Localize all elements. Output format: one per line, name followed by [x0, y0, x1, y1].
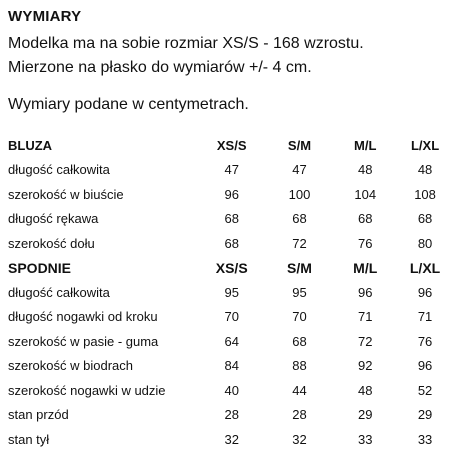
table-row	[8, 231, 453, 256]
table-row	[8, 207, 453, 232]
size-table-body	[8, 133, 453, 452]
measurement-value: 76	[357, 235, 373, 251]
measurement-value: 96	[417, 284, 433, 300]
measurement-label: szerokość w pasie - guma	[8, 333, 159, 349]
table-row	[8, 427, 453, 452]
measurement-value: 92	[357, 358, 373, 374]
measurement-value: 28	[224, 407, 239, 423]
measurement-value: 48	[357, 382, 373, 398]
measurement-value: 64	[224, 333, 239, 349]
measurement-value: 108	[414, 186, 436, 202]
measurement-label: stan przód	[8, 407, 69, 423]
size-column-header: M/L	[353, 259, 378, 276]
measurement-value: 29	[417, 407, 433, 423]
measurement-value: 48	[357, 162, 373, 178]
measurement-label: długość całkowita	[8, 284, 110, 300]
spodnie-section-title: SPODNIE	[8, 259, 72, 276]
measurement-label: szerokość nogawki w udzie	[8, 382, 166, 398]
measurement-value: 72	[357, 333, 373, 349]
measurement-value: 95	[292, 284, 307, 300]
size-column-header: L/XL	[409, 259, 441, 276]
table-row	[8, 158, 453, 183]
intro-units-note: Wymiary podane w centymetrach.	[8, 96, 249, 113]
intro-model-size: Modelka ma na sobie rozmiar XS/S - 168 wzrostu.	[8, 35, 364, 52]
table-row	[8, 280, 453, 305]
measurement-label: szerokość w biuście	[8, 186, 124, 202]
measurement-value: 44	[292, 382, 307, 398]
measurement-value: 70	[224, 309, 239, 325]
measurement-value: 40	[224, 382, 239, 398]
measurement-value: 84	[224, 358, 239, 374]
measurement-value: 88	[292, 358, 307, 374]
measurement-value: 68	[224, 235, 239, 251]
bluza-header-row	[8, 133, 453, 158]
spodnie-header-row	[8, 256, 453, 281]
page-title: WYMIARY	[8, 8, 82, 25]
measurement-value: 96	[357, 284, 373, 300]
size-column-header: M/L	[354, 137, 377, 153]
table-row	[8, 354, 453, 379]
measurement-value: 68	[417, 211, 433, 227]
measurement-value: 68	[357, 211, 373, 227]
table-row	[8, 403, 453, 428]
size-column-header: S/M	[287, 259, 312, 276]
measurement-value: 29	[357, 407, 373, 423]
measurement-value: 96	[224, 186, 239, 202]
measurement-label: stan tył	[8, 431, 50, 447]
measurement-label: długość rękawa	[8, 211, 99, 227]
measurement-value: 70	[292, 309, 307, 325]
measurement-value: 68	[292, 333, 307, 349]
measurement-value: 95	[224, 284, 239, 300]
measurement-label: szerokość w biodrach	[8, 358, 133, 374]
measurement-value: 52	[417, 382, 433, 398]
measurement-label: długość całkowita	[8, 162, 110, 178]
size-column-header: L/XL	[410, 137, 440, 153]
measurement-value: 28	[292, 407, 307, 423]
measurement-value: 33	[357, 431, 373, 447]
measurement-value: 72	[292, 235, 307, 251]
measurement-label: długość nogawki od kroku	[8, 309, 158, 325]
size-table	[8, 133, 453, 452]
table-row	[8, 378, 453, 403]
measurement-value: 100	[288, 186, 311, 202]
measurement-value: 68	[292, 211, 307, 227]
measurement-value: 71	[417, 309, 433, 325]
measurement-value: 47	[224, 162, 239, 178]
bluza-section-title: BLUZA	[8, 137, 53, 153]
measurement-value: 68	[224, 211, 239, 227]
measurement-value: 32	[292, 431, 307, 447]
table-row	[8, 305, 453, 330]
measurement-value: 48	[417, 162, 433, 178]
measurement-value: 76	[417, 333, 433, 349]
measurement-value: 96	[417, 358, 433, 374]
size-column-header: XS/S	[216, 137, 247, 153]
intro-measure-note: Mierzone na płasko do wymiarów +/- 4 cm.	[8, 59, 312, 76]
table-row	[8, 182, 453, 207]
measurement-value: 33	[417, 431, 433, 447]
measurement-value: 32	[224, 431, 239, 447]
measurement-label: szerokość dołu	[8, 235, 95, 251]
measurement-value: 104	[354, 186, 377, 202]
size-column-header: S/M	[287, 137, 312, 153]
measurement-value: 71	[357, 309, 373, 325]
measurement-value: 47	[292, 162, 307, 178]
measurement-value: 80	[417, 235, 433, 251]
table-row	[8, 329, 453, 354]
size-column-header: XS/S	[215, 259, 248, 276]
